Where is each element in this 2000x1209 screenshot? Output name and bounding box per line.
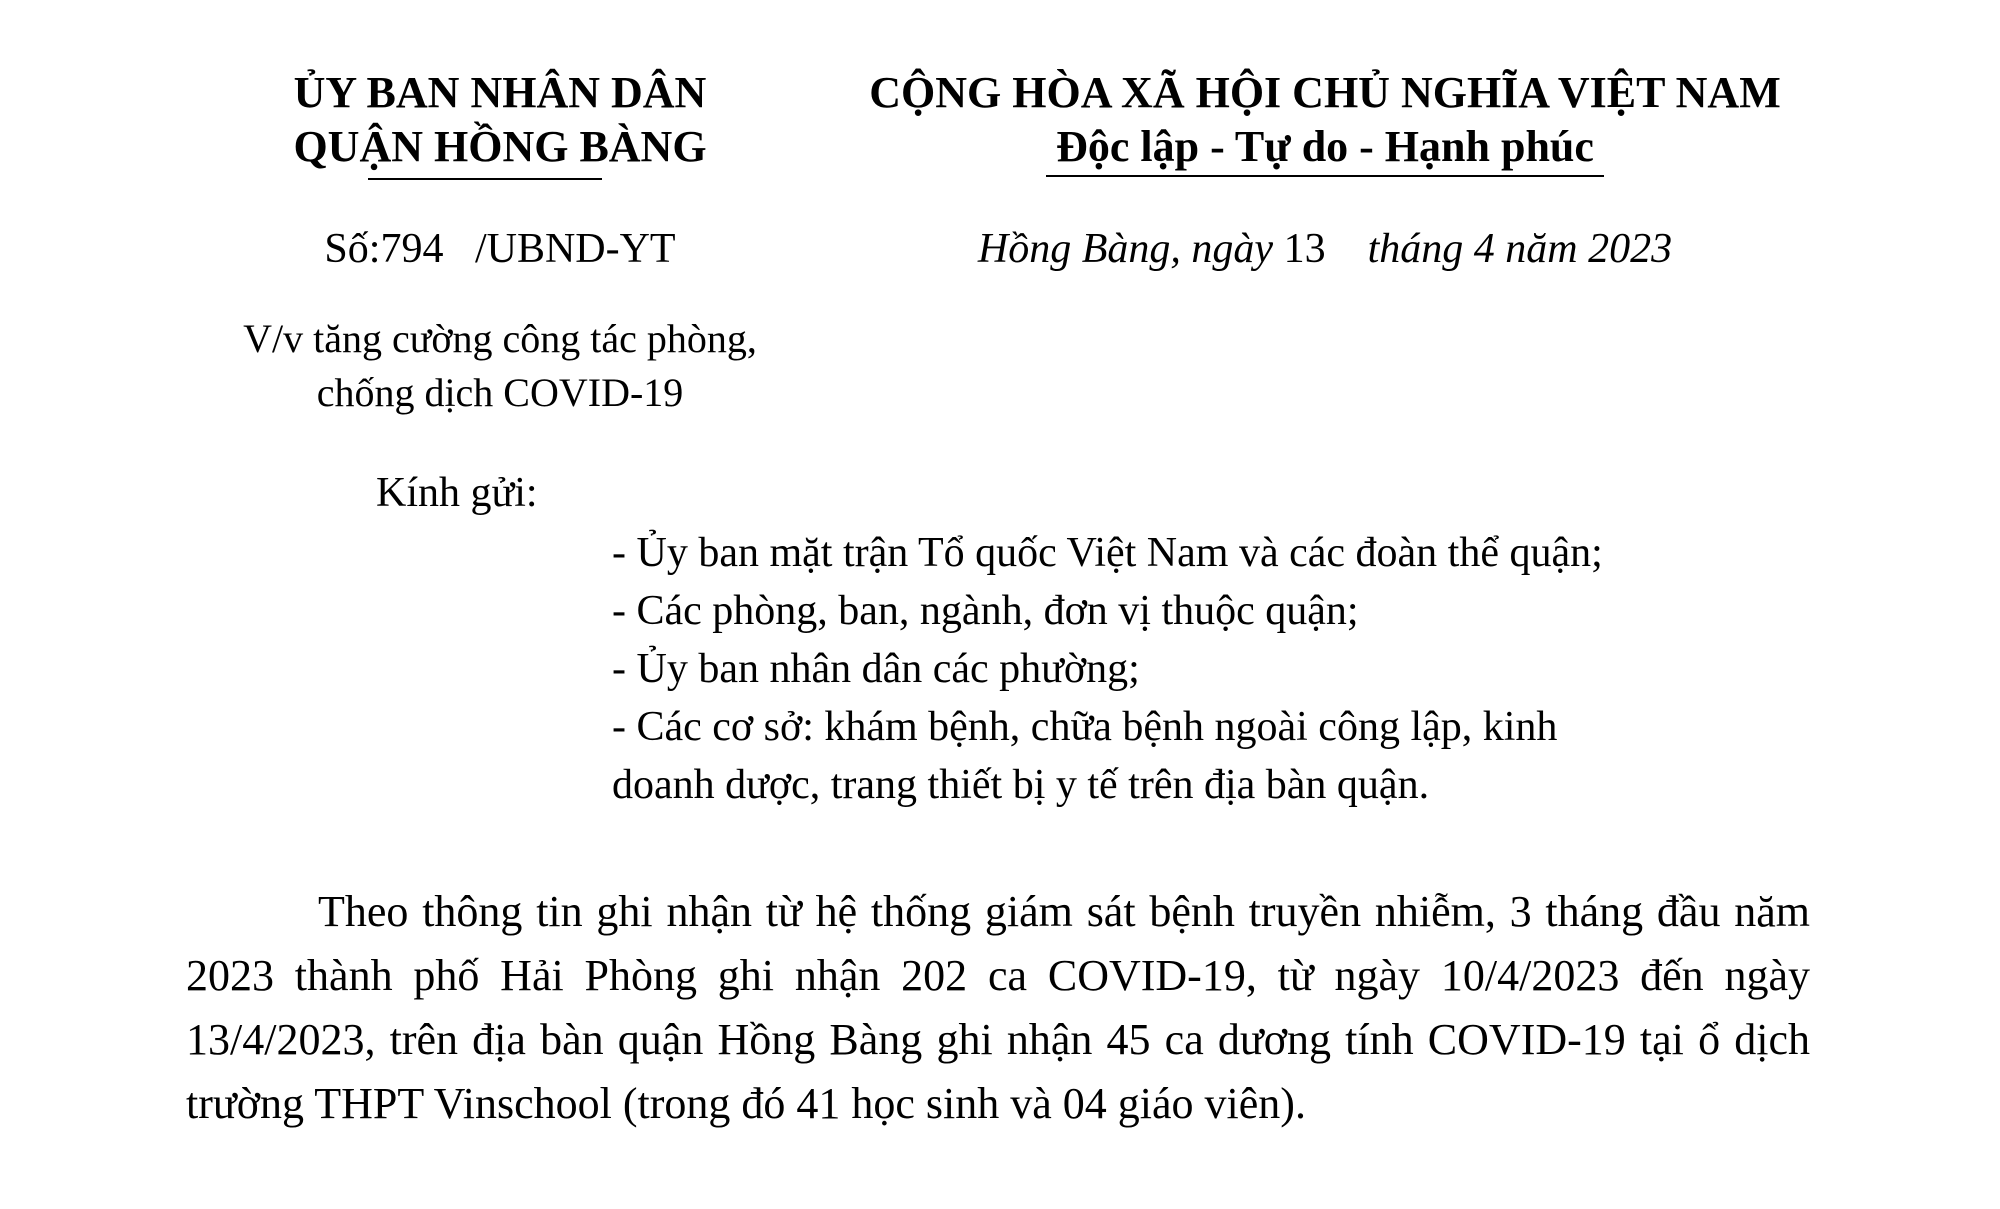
document-number-suffix: /UBND-YT [474,226,676,272]
recipients-list [612,524,1772,814]
issuing-authority [150,66,850,174]
authority-line-2: QUẬN HỒNG BÀNG [293,122,707,171]
recipient-item: - Các cơ sở: khám bệnh, chữa bệnh ngoài công lập, kinh [612,704,1558,750]
subject-line-1: V/v tăng cường công tác phòng, [243,316,757,361]
subject-line-2: chống dịch COVID-19 [316,370,684,415]
recipient-item: - Ủy ban nhân dân các phường; [612,646,1140,692]
recipient-item-continuation: doanh dược, trang thiết bị y tế trên địa bàn quận. [612,762,1430,808]
date-place: Hồng Bàng, ngày [977,226,1274,272]
recipient-item: - Ủy ban mặt trận Tổ quốc Việt Nam và các đoàn thể quận; [612,530,1603,576]
date-day: 13 [1283,226,1326,272]
recipient-item: - Các phòng, ban, ngành, đơn vị thuộc quận; [612,588,1359,634]
document-number-value: 794 [380,226,444,272]
body-paragraph: Theo thông tin ghi nhận từ hệ thống giám sát bệnh truyền nhiễm, 3 tháng đầu năm 2023 thành phố Hải Phòng ghi nhận 202 ca COVID-19, từ ngày 10/4/2023 đến ngày 13/4/2023, trên địa bàn quận Hồng Bàng ghi nhận 45 ca dương tính COVID-19 tại ổ dịch trường THPT Vinschool (trong đó 41 học sinh và 04 giáo viên). [186,887,1810,1128]
document-date [830,222,1820,276]
recipients-label: Kính gửi: [376,470,538,516]
national-motto: Độc lập - Tự do - Hạnh phúc [1046,123,1604,177]
authority-line-1: ỦY BAN NHÂN DÂN [293,68,707,117]
authority-underline [368,178,602,180]
national-name: CỘNG HÒA XÃ HỘI CHỦ NGHĨA VIỆT NAM [869,68,1781,117]
date-month-year: tháng 4 năm 2023 [1367,226,1673,272]
document-number [150,222,850,276]
document-subject [150,312,850,420]
national-title [830,66,1820,177]
document-number-prefix: Số: [324,226,381,272]
